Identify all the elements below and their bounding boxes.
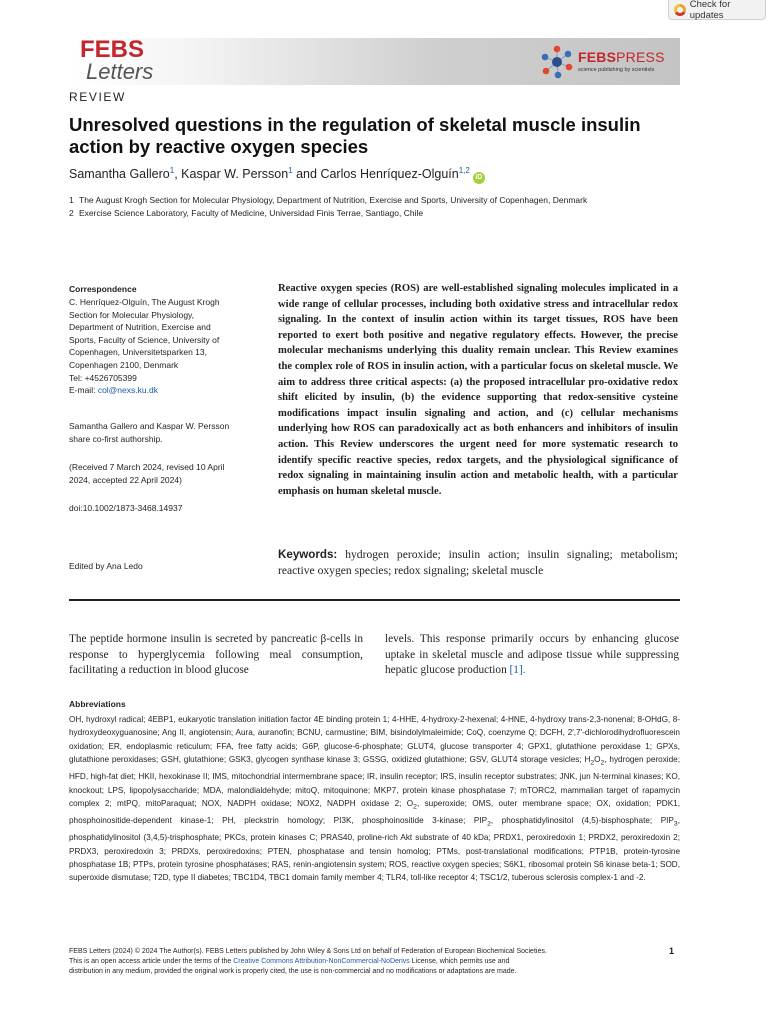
affiliation-marker[interactable]: 1 <box>169 166 175 175</box>
affiliation-text: Exercise Science Laboratory, Faculty of Medicine, Universidad Finis Terrae, Santiago, Chile <box>79 208 424 218</box>
body-text-right <box>385 632 679 679</box>
footer-line <box>69 957 659 967</box>
affiliation-marker[interactable]: 1,2 <box>458 166 470 175</box>
abbr-part: OH, hydroxyl radical; 4EBP1, eukaryotic translation initiation factor 4E binding protein 1; 4-HHE, 4-hydroxy-2-hexenal; 4-HNE, 4-hydroxy trans-2,3-nonenal; 8-OHdG, 8-hydroxydeoxyguanosine; Ang II, angiotensin; Aura, auranofin; BCNU, carmustine; BIM, bisindolylmaleimide; CoQ, coenzyme Q; DCFH, 2′,7′-dichlorodihydrofluorescein oxidation; ER, endoplasmic reticulum; FFA, free fatty acids; G6P, glucose-6-phosphate; GLUT4, glucose transporter 4; GPX1, glutathione peroxidase 1; GPXs, glutathione peroxidases; GSH, glutathione; GSK3, glycogen synthase kinase 3; GSSG, oxidized glutathione; GSV, GLUT4 storage vesicles; H <box>69 715 680 765</box>
journal-logo <box>80 36 180 84</box>
citation-link[interactable]: [1]. <box>509 664 526 677</box>
author-name[interactable]: Samantha Gallero <box>69 167 170 182</box>
publisher-tagline: science publishing by scientists <box>578 67 655 73</box>
co-first-line: share co-first authorship. <box>69 433 163 444</box>
abbr-part: , phosphatidylinositol (3,4,5)-trisphosphate; PKCs, protein kinases C; PRAS40, proline-rich Akt substrate of 40 kDa; PRDX1, peroxiredoxin 1; PRDX2, peroxiredoxin 2; PRDX3, peroxiredoxin 3; PRDXs, peroxiredoxins; PTEN, phosphatase and tensin homolog; PTMs, post-translational modifications; PTP1B, protein-tyrosine phosphatase 1B; PTPs, protein tyrosine phosphatases; RAS, renin-angiotensin system; ROS, reactive oxygen species; S6K1, ribosomal protein S6 kinase beta-1; SOD, superoxide dismutase; T2D, type II diabetes; TBC1D4, TBC1 domain family member 4; TLR4, toll-like receptor 4; TSC1/2, tuberous sclerosis complex-1 and -2. <box>69 816 680 883</box>
dates-line: (Received 7 March 2024, revised 10 April <box>69 462 225 472</box>
correspondence-line: Sports, Faculty of Science, University of <box>69 334 220 345</box>
publisher-name-bold: FEBS <box>578 49 617 65</box>
keywords <box>278 547 678 578</box>
section-label: REVIEW <box>69 90 126 104</box>
publisher-name <box>578 49 665 65</box>
co-first-line: Samantha Gallero and Kaspar W. Persson <box>69 421 230 431</box>
affiliation-number: 1 <box>69 195 74 205</box>
section-divider <box>69 599 680 601</box>
author-separator: and <box>292 167 321 182</box>
author-list <box>69 166 485 184</box>
publisher-name-light: PRESS <box>616 49 665 65</box>
author-name[interactable]: Kaspar W. Persson <box>181 167 289 182</box>
page-number: 1 <box>669 946 675 956</box>
correspondence-block <box>69 296 259 397</box>
correspondence-line: Tel: +4526705399 <box>69 372 137 383</box>
abbr-sub: 2 <box>590 759 595 767</box>
affiliation-marker[interactable]: 1 <box>288 166 293 175</box>
correspondence-line: C. Henríquez-Olguín, The August Krogh <box>69 297 220 307</box>
correspondence-line: Department of Nutrition, Exercise and <box>69 322 211 333</box>
abbr-part: , superoxide; OMS, outer membrane space; OX, oxidation; PDK1, phosphoinositide-dependent kinase-1; PH, pleckstrin homology; PI3K, phosphoinositide 3-kinase; PIP <box>69 799 680 826</box>
abbr-part: , hydrogen peroxide; HFD, high-fat diet; HKII, hexokinase II; IMS, mitochondrial intermembrane space; IR, insulin receptor; IRS, insulin receptor substrates; JNK, jun N-terminal kinases; KO, knockout; LPS, lipopolysaccharide; MDA, malondialdehyde; mitoQ, mitoquinone; MKP7, protein kinase phosphatase 7; mTORC2, mammalian target of rapamycin complex 2; mtPQ, mitoParaquat; NOX, NADPH oxidase; NOX2, NADPH oxidase 2; O <box>69 755 680 809</box>
abbr-part: , phosphatidylinositol (4,5)-bisphosphate; PIP <box>490 816 674 826</box>
publisher-logo <box>540 45 680 81</box>
correspondence-line: Copenhagen, Universitetsparken 13, <box>69 347 207 358</box>
correspondence-heading: Correspondence <box>69 284 137 294</box>
body-text-left: The peptide hormone insulin is secreted by pancreatic β-cells in response to hyperglycemia following meal consumption, facilitating a reduction in blood glucose <box>69 633 363 677</box>
correspondence-line: Copenhagen 2100, Denmark <box>69 359 179 370</box>
keywords-label: Keywords: <box>278 548 338 561</box>
crossmark-icon <box>674 4 686 16</box>
abbr-part: O <box>594 755 601 765</box>
footer-text: This is an open access article under the terms of the <box>69 958 234 965</box>
affiliation-text: The August Krogh Section for Molecular Physiology, Department of Nutrition, Exercise and Sports, University of Copenhagen, Denmark <box>79 195 588 205</box>
keywords-text: hydrogen peroxide; insulin action; insulin signaling; metabolism; reactive oxygen species; redox signaling; skeletal muscle <box>278 548 678 577</box>
footer-line: FEBS Letters (2024) © 2024 The Author(s). FEBS Letters published by John Wiley & Sons Ltd on behalf of Federation of European Biochemical Societies. <box>69 948 547 955</box>
article-title: Unresolved questions in the regulation of skeletal muscle insulin action by reactive oxygen species <box>69 114 641 157</box>
abbreviations-heading: Abbreviations <box>69 699 126 709</box>
abbr-sub: 2 <box>413 803 417 811</box>
abbr-sub: 2 <box>487 820 491 828</box>
journal-logo-letters: Letters <box>86 59 154 84</box>
body-text-right-content: levels. This response primarily occurs by enhancing glucose uptake in skeletal muscle and adipose tissue while suppressing hepatic glucose production <box>385 633 679 677</box>
abbr-sub: 3 <box>673 820 678 828</box>
abbr-sub: 2 <box>600 759 605 767</box>
check-for-updates-button[interactable] <box>668 0 766 20</box>
orcid-icon[interactable]: iD <box>473 172 485 184</box>
footer <box>69 947 659 977</box>
correspondence-line: Section for Molecular Physiology, <box>69 309 195 320</box>
author-separator: , <box>174 167 182 182</box>
license-link[interactable]: Creative Commons Attribution-NonCommercial-NoDerivs <box>233 958 410 965</box>
abbreviations-text <box>69 713 680 885</box>
email-label: E-mail: <box>69 385 98 396</box>
received-dates <box>69 461 259 486</box>
affiliation-number: 2 <box>69 208 74 218</box>
check-for-updates-label: Check for updates <box>689 0 731 21</box>
affiliation <box>69 195 587 205</box>
doi[interactable]: doi:10.1002/1873-3468.14937 <box>69 503 183 513</box>
footer-text: License, which permits use and <box>409 958 510 965</box>
author-name[interactable]: Carlos Henríquez-Olguín <box>320 167 459 182</box>
co-first-note <box>69 420 259 445</box>
journal-logo-febs: FEBS <box>80 36 145 63</box>
affiliation <box>69 208 423 218</box>
correspondence-email-line <box>69 384 259 397</box>
abstract: Reactive oxygen species (ROS) are well-established signaling molecules implicated in a wide range of cellular processes, including both oxidative stress and intracellular redox signaling. In the context of insulin action within its target tissues, ROS have been reported to exert both positive and negative regulatory effects. However, the precise molecular mechanisms underlying this duality remain unclear. This Review examines the complex role of ROS in insulin action, with a particular focus on skeletal muscle. We aim to address three critical aspects: (a) the proposed intracellular pro-oxidative redox shift elicited by insulin, (b) the evidence supporting that redox-sensitive cysteine modifications impact insulin signaling and action, and (c) cellular mechanisms underlying how ROS can paradoxically act as both enhancers and inhibitors of insulin action. This Review underscores the urgent need for more systematic research to identify specific reactive species, redox targets, and the physiological significance of redox signaling in maintaining insulin action and metabolic health, with a particular emphasis on human skeletal muscle. <box>278 283 678 497</box>
dates-line: 2024, accepted 22 April 2024) <box>69 474 182 485</box>
edited-by: Edited by Ana Ledo <box>69 561 143 571</box>
footer-line: distribution in any medium, provided the original work is properly cited, the use is non-commercial and no modifications or adaptations are made. <box>69 968 517 975</box>
molecule-icon <box>540 45 574 79</box>
email-link[interactable]: col@nexs.ku.dk <box>97 385 158 396</box>
